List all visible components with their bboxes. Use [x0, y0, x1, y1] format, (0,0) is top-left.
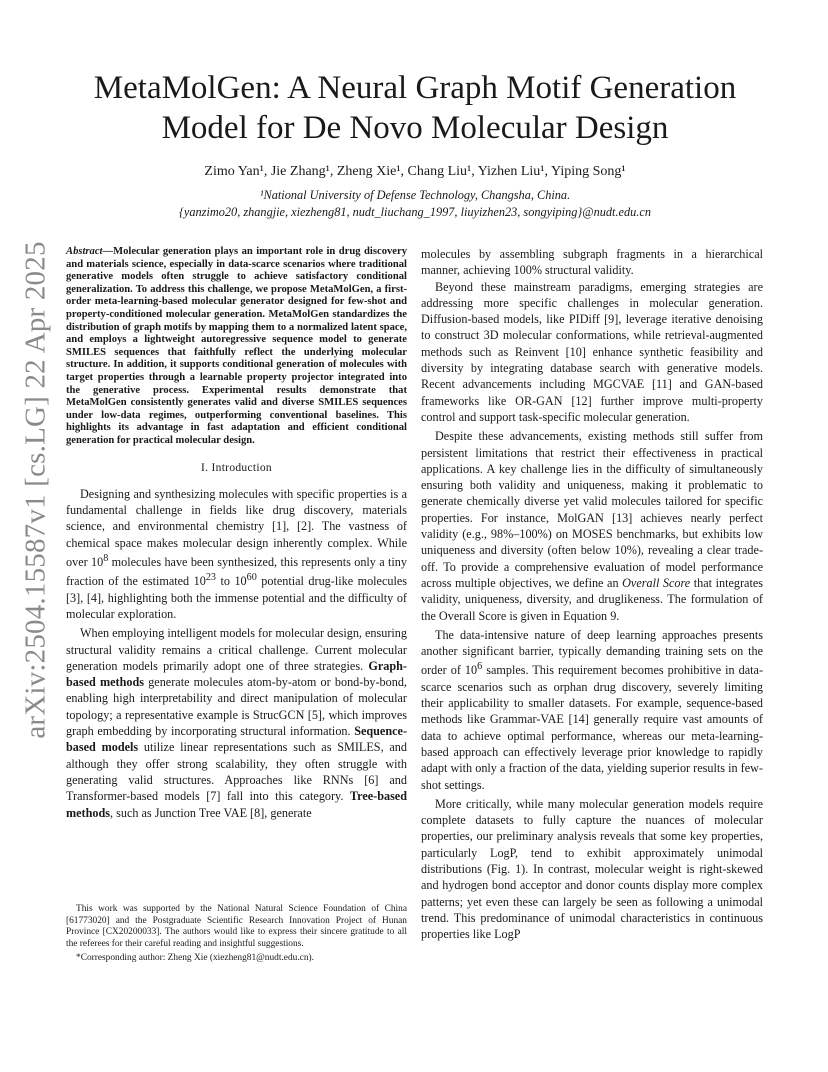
- intro-paragraph-2: [66, 625, 407, 821]
- intro-p1-text-b: molecules have been synthesized, this represents only a tiny fraction of the estimated 10: [66, 555, 407, 589]
- term-overall-score: Overall Score: [622, 575, 691, 590]
- corresponding-author-footnote: *Corresponding author: Zheng Xie (xiezheng81@nudt.edu.cn).: [76, 953, 315, 964]
- paper-title: MetaMolGen: A Neural Graph Motif Generation Model for De Novo Molecular Design: [93, 70, 737, 146]
- right-column: [421, 246, 763, 943]
- term-sequence-based-models: Sequence-based models: [66, 724, 407, 755]
- abstract-lead: Abstract: [66, 246, 103, 257]
- right-paragraph-unimodal: More critically, while many molecular generation models require complete datasets to fully capture the nuances of molecular properties, our preliminary analysis reveals that some key properties, particularly LogP, tend to exhibit approximately unimodal distributions (Fig. 1). In contrast, molecular weight is right-skewed and hydrogen bond acceptor and donor counts display more complex patterns; yet even these can largely be seen as following a unimodal trend. This predominance of unimodal characteristics in continuous properties like LogP: [421, 796, 763, 942]
- intro-p1-text-a: Designing and synthesizing molecules with specific properties is a fundamental challenge in fields like drug discovery, materials science, and environmental chemistry [1], [2]. The vastness of chemical space makes molecular design inherently complex. While over 10: [66, 486, 407, 570]
- right-p2-text-b: that integrates validity, uniqueness, diversity, and druglikeness. The formulation of the Overall Score is given in Equation 9.: [421, 575, 763, 623]
- term-graph-based-methods: Graph-based methods: [66, 658, 407, 690]
- intro-p1-text-c: to 10: [215, 574, 247, 589]
- author-emails: {yanzimo20, zhangjie, xiezheng81, nudt_liuchang_1997, liuyizhen23, songyiping}@nudt.edu.cn: [179, 205, 651, 219]
- footnotes: [66, 904, 407, 968]
- affiliation: ¹National University of Defense Technology, Changsha, China.: [259, 188, 571, 202]
- intro-p1-exponent-1: 8: [103, 552, 109, 564]
- right-paragraph-emerging-strategies: Beyond these mainstream paradigms, emerging strategies are addressing more specific challenges in molecular generation. Diffusion-based models, like PIDiff [9], leverage iterative denoising to construct 3D molecular conformations, while retrieval-augmented methods such as Reinvent [10] enhance synthetic feasibility and diversity by integrating database search with generative models. Recent advancements including MGCVAE [11] and GAN-based frameworks like OR-GAN [12] further improve multi-property control and support task-specific molecular generation.: [421, 279, 763, 424]
- intro-p2-text-a: When employing intelligent models for molecular design, ensuring structural validity remains a critical challenge. Current molecular generation models primarily adopt one of three strategies.: [66, 626, 407, 673]
- intro-p2-text-c: generate molecules atom-by-atom or bond-by-bond, enabling high interpretability and direct manipulation of molecular topology; a representative example is StrucGCN [5], which improves graph embedding by incorporating structural information.: [66, 675, 407, 739]
- intro-p2-text-e: , such as Junction Tree VAE [8], generate: [110, 805, 312, 820]
- abstract: [66, 246, 407, 448]
- intro-p2-text-d: utilize linear representations such as SMILES, and although they offer strong scalability, they often struggle with generating valid structures. Approaches like RNNs [6] and Transformer-based models [7] fall into this category.: [66, 740, 407, 804]
- intro-p1-text-d: potential drug-like molecules [3], [4], highlighting both the immense potential and the difficulty of molecular exploration.: [66, 574, 408, 621]
- intro-p1-exponent-2: 23: [205, 572, 216, 584]
- funding-footnote: This work was supported by the National Natural Science Foundation of China [61773020] and the Postgraduate Scientific Research Innovation Project of Hunan Province [CX20200033]. The authors would like to express their sincere gratitude to all the referees for their careful reading and insightful suggestions.: [66, 904, 407, 949]
- intro-paragraph-1: [66, 486, 407, 623]
- section-heading-introduction: I. Introduction: [201, 461, 272, 474]
- author-list: Zimo Yan¹, Jie Zhang¹, Zheng Xie¹, Chang Liu¹, Yizhen Liu¹, Yiping Song¹: [204, 164, 626, 179]
- arxiv-side-stamp: [14, 241, 58, 739]
- right-paragraph-continued: molecules by assembling subgraph fragments in a hierarchical manner, achieving 100% structural validity.: [421, 247, 763, 278]
- right-p2-text-a: Despite these advancements, existing methods still suffer from persistent limitations that restrict their effectiveness in practical applications. A key challenge lies in the difficulty of simultaneously ensuring both validity and uniqueness, making it problematic to generate chemically diverse yet valid molecules tailored for specific properties. For instance, MolGAN [13] achieves nearly perfect validity (e.g., 98%–100%) on MOSES benchmarks, but exhibits low uniqueness and diversity (often below 10%), revealing a clear trade-off. To provide a comprehensive evaluation of model performance across multiple objectives, we define an: [421, 429, 763, 590]
- abstract-text: —Molecular generation plays an important role in drug discovery and materials science, especially in data-scarce scenarios where traditional generative models often struggle to achieve satisfactory conditional generalization. To address this challenge, we propose MetaMolGen, a first-order meta-learning-based molecular generator designed for few-shot and property-conditioned molecular generation. MetaMolGen standardizes the distribution of graph motifs by mapping them to a normalized latent space, and employs a lightweight autoregressive sequence model to generate SMILES sequences that faithfully reflect the underlying molecular structure. In addition, it supports conditional generation of molecules with target properties through a learnable property projector integrated into the generative process. Experimental results demonstrate that MetaMolGen consistently generates valid and diverse SMILES sequences under low-data regimes, outperforming conventional baselines. This highlights its advantage in fast adaptation and efficient conditional generation for practical molecular design.: [66, 246, 407, 446]
- left-column: [66, 246, 407, 821]
- term-tree-based-methods: Tree-based methods: [66, 789, 407, 820]
- arxiv-identifier: arXiv:2504.15587v1 [cs.LG] 22 Apr 2025: [19, 241, 52, 739]
- intro-p1-exponent-3: 60: [246, 572, 257, 584]
- right-paragraph-limitations: [421, 428, 763, 624]
- right-paragraph-data-intensive: [421, 627, 763, 793]
- right-p3-text-a: The data-intensive nature of deep learning approaches presents another significant barrier, typically demanding training sets on the order of 10: [421, 627, 763, 678]
- right-p3-exponent: 6: [477, 661, 483, 673]
- right-p3-text-b: samples. This requirement becomes prohibitive in data-scarce scenarios such as orphan drug discovery, severely limiting their applicability to smaller datasets. For example, sequence-based methods like Grammar-VAE [14] generally require vast amounts of data to achieve optimal performance, whereas our meta-learning-based approach can effectively leverage prior knowledge to rapidly adapt with only a fraction of the data, yielding superior results in few-shot settings.: [421, 663, 764, 792]
